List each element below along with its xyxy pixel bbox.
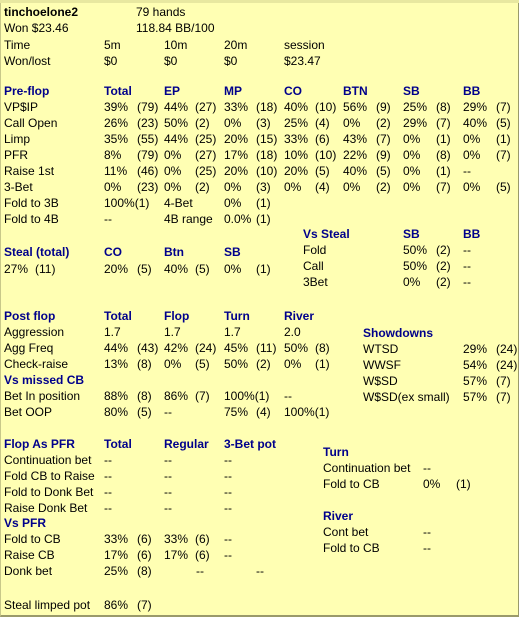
stat-value: --	[463, 243, 471, 257]
stat-value: 2.0	[284, 325, 301, 339]
preflop-header: EP	[164, 84, 181, 98]
stat-value: (2)	[436, 243, 451, 257]
stat-value: (24)	[496, 358, 518, 372]
stat-label: Fold	[303, 243, 327, 257]
stat-value: (8)	[315, 341, 330, 355]
stat-value: 33%	[224, 100, 249, 114]
steal-limped-label: Steal limped pot	[4, 598, 91, 612]
stat-value: 88%	[104, 389, 129, 403]
stat-value: --	[284, 389, 292, 403]
steal-limped-pct: 86%	[104, 598, 129, 612]
stat-value: 100%(1)	[104, 196, 150, 210]
stat-value: 25%	[104, 564, 129, 578]
stat-label: PFR	[4, 148, 28, 162]
preflop-header: CO	[284, 84, 302, 98]
stat-label: W$SD(ex small)	[363, 390, 450, 404]
stat-value: 39%	[104, 100, 129, 114]
time-value: Won/lost	[4, 54, 51, 68]
stat-value: 45%	[224, 341, 249, 355]
stat-value: --	[104, 212, 112, 226]
stat-value: --	[256, 564, 264, 578]
steal-header: Steal (total)	[4, 245, 70, 259]
stat-value: (9)	[376, 100, 391, 114]
stat-value: 57%	[463, 390, 488, 404]
stat-value: (8)	[137, 357, 152, 371]
stat-value: (7)	[436, 180, 451, 194]
stat-value: 1.7	[164, 325, 181, 339]
steal-header: CO	[104, 245, 122, 259]
stat-value: 0%	[164, 180, 182, 194]
stat-value: (10)	[256, 164, 278, 178]
postflop-header: Total	[104, 309, 132, 323]
stat-label: Bet OOP	[4, 405, 53, 419]
turn-header: Turn	[323, 445, 349, 459]
stat-value: (7)	[195, 389, 210, 403]
stat-value: (2)	[436, 275, 451, 289]
flop-pfr-header: Total	[104, 437, 132, 451]
stat-value: (6)	[195, 548, 210, 562]
stat-value: (2)	[256, 357, 271, 371]
steal-value: (1)	[256, 262, 271, 276]
stat-value: 35%	[104, 132, 129, 146]
stat-value: (1)	[496, 132, 511, 146]
stat-label: WTSD	[363, 342, 399, 356]
stat-value: (5)	[137, 405, 152, 419]
stat-label: VP$IP	[4, 100, 39, 114]
stat-value: (23)	[137, 180, 159, 194]
stat-value: 0%	[403, 148, 421, 162]
stat-value: 56%	[343, 100, 368, 114]
stat-value: 0%	[463, 148, 481, 162]
hands-count: 79 hands	[136, 5, 186, 19]
time-value: $0	[104, 54, 118, 68]
stat-value: (7)	[496, 100, 511, 114]
top-border	[0, 0, 519, 3]
stat-value: (7)	[496, 148, 511, 162]
stat-value: (6)	[195, 532, 210, 546]
stat-value: --	[423, 541, 431, 555]
stat-value: 0%	[403, 164, 421, 178]
stat-value: (18)	[256, 148, 278, 162]
stat-value: 25%	[403, 100, 428, 114]
time-header: 20m	[224, 38, 248, 52]
stat-label: 4-Bet	[164, 196, 193, 210]
stat-value: 0%	[423, 477, 441, 491]
stat-value: (43)	[137, 341, 159, 355]
stat-value: --	[224, 548, 232, 562]
stat-value: 86%	[164, 389, 189, 403]
stat-value: (23)	[137, 116, 159, 130]
stat-value: --	[463, 275, 471, 289]
stat-value: (46)	[137, 164, 159, 178]
stat-value: (8)	[137, 564, 152, 578]
stat-value: 44%	[164, 132, 189, 146]
stat-label: Fold to CB	[4, 532, 61, 546]
stat-value: (5)	[195, 357, 210, 371]
vs-steal-header: Vs Steal	[303, 227, 350, 241]
stat-label: Donk bet	[4, 564, 53, 578]
stat-value: (1)	[436, 132, 451, 146]
stat-value: (10)	[315, 100, 337, 114]
preflop-header: BB	[463, 84, 481, 98]
stat-value: --	[463, 164, 471, 178]
stat-value: 17%	[104, 548, 129, 562]
stat-value: (2)	[436, 259, 451, 273]
stat-value: (24)	[195, 341, 217, 355]
stat-value: (8)	[436, 100, 451, 114]
flop-pfr-header: Flop As PFR	[4, 437, 75, 451]
stat-value: 20%	[224, 164, 249, 178]
stat-value: (2)	[376, 180, 391, 194]
stat-value: --	[224, 453, 232, 467]
stat-value: 0%	[104, 180, 122, 194]
stat-label: 4B range	[164, 212, 213, 226]
stat-value: (4)	[256, 405, 271, 419]
steal-value: 27%	[4, 262, 29, 276]
stat-value: 33%	[164, 532, 189, 546]
stat-value: 40%	[284, 100, 309, 114]
stat-value: 0%	[224, 116, 242, 130]
stat-value: 40%	[463, 116, 488, 130]
stat-value: (27)	[195, 148, 217, 162]
stat-value: 0%	[284, 357, 302, 371]
stat-value: --	[463, 259, 471, 273]
stat-value: 20%	[224, 132, 249, 146]
stat-label: W$SD	[363, 374, 398, 388]
stat-value: (8)	[137, 389, 152, 403]
stat-value: 50%	[403, 243, 428, 257]
postflop-header: Flop	[164, 309, 190, 323]
stat-value: --	[224, 469, 232, 483]
stat-value: (7)	[436, 116, 451, 130]
stat-label: Fold to Donk Bet	[4, 485, 94, 499]
stat-value: (2)	[376, 116, 391, 130]
stat-value: (1)	[256, 196, 271, 210]
stat-value: 57%	[463, 374, 488, 388]
stat-value: (7)	[496, 374, 511, 388]
stat-value: (10)	[315, 148, 337, 162]
stat-value: (8)	[436, 148, 451, 162]
bb-per-100: 118.84 BB/100	[136, 21, 215, 35]
stat-value: 0%	[343, 116, 361, 130]
stat-value: 33%	[104, 532, 129, 546]
stat-value: 17%	[164, 548, 189, 562]
stat-label: Raise CB	[4, 548, 55, 562]
preflop-header: Pre-flop	[4, 84, 50, 98]
stat-label: Call Open	[4, 116, 58, 130]
stat-value: 0%	[403, 132, 421, 146]
stat-value: 0%	[343, 180, 361, 194]
stat-label: Raise Donk Bet	[4, 501, 88, 515]
time-value: $0	[224, 54, 238, 68]
steal-limped-count: (7)	[137, 598, 152, 612]
stat-value: 29%	[463, 100, 488, 114]
flop-pfr-header: Regular	[164, 437, 209, 451]
stat-value: 0%	[164, 148, 182, 162]
stat-value: 43%	[343, 132, 368, 146]
vs-missed-cb-header: Vs missed CB	[4, 373, 85, 387]
stat-value: 20%	[284, 164, 309, 178]
stat-value: (4)	[315, 180, 330, 194]
stat-value: (27)	[195, 100, 217, 114]
stat-value: 0%	[403, 180, 421, 194]
stat-label: Cont bet	[323, 525, 369, 539]
stat-value: 0%	[224, 196, 242, 210]
time-value: $23.47	[284, 54, 321, 68]
player-name: tinchoelone2	[4, 5, 79, 19]
stat-value: (25)	[195, 132, 217, 146]
time-header: 5m	[104, 38, 121, 52]
stat-value: 80%	[104, 405, 129, 419]
stat-value: --	[423, 525, 431, 539]
steal-value: (5)	[195, 262, 210, 276]
stat-value: 50%	[284, 341, 309, 355]
stat-value: 17%	[224, 148, 249, 162]
stat-value: (5)	[496, 116, 511, 130]
stat-value: (1)	[256, 212, 271, 226]
stat-label: Agg Freq	[4, 341, 54, 355]
stat-value: (1)	[315, 357, 330, 371]
stat-label: Limp	[4, 132, 31, 146]
stat-value: 75%	[224, 405, 249, 419]
stat-value: --	[164, 453, 172, 467]
stat-value: --	[104, 469, 112, 483]
time-header: Time	[4, 38, 31, 52]
stat-value: 42%	[164, 341, 189, 355]
stat-label: Raise 1st	[4, 164, 55, 178]
stat-label: Continuation bet	[4, 453, 92, 467]
stat-value: 22%	[343, 148, 368, 162]
stat-value: 50%	[403, 259, 428, 273]
stat-value: (11)	[256, 341, 277, 355]
stat-value: 0%	[463, 132, 481, 146]
steal-header: Btn	[164, 245, 184, 259]
stat-value: (4)	[315, 116, 330, 130]
steal-value: (11)	[35, 262, 56, 276]
stat-value: 8%	[104, 148, 122, 162]
postflop-header: Turn	[224, 309, 250, 323]
stat-label: WWSF	[363, 358, 401, 372]
stat-value: 50%	[164, 116, 189, 130]
stat-value: --	[104, 501, 112, 515]
stat-value: --	[164, 501, 172, 515]
time-header: 10m	[164, 38, 188, 52]
steal-value: 0%	[224, 262, 242, 276]
showdowns-header: Showdowns	[363, 326, 433, 340]
stat-value: (5)	[315, 164, 330, 178]
stat-label: Continuation bet	[323, 461, 411, 475]
won-amount: Won $23.46	[4, 21, 69, 35]
stat-value: --	[164, 405, 172, 419]
stat-value: 29%	[463, 342, 488, 356]
stat-value: 0%	[284, 180, 302, 194]
stat-value: 50%	[224, 357, 249, 371]
stat-value: (5)	[496, 180, 511, 194]
stat-label: Call	[303, 259, 324, 273]
stat-value: 13%	[104, 357, 129, 371]
stat-value: --	[164, 485, 172, 499]
steal-value: (5)	[137, 262, 152, 276]
preflop-header: Total	[104, 84, 132, 98]
stat-value: 44%	[164, 100, 189, 114]
stat-value: (5)	[376, 164, 391, 178]
stat-value: 40%	[343, 164, 368, 178]
stat-value: (7)	[496, 390, 511, 404]
stat-value: (9)	[376, 148, 391, 162]
stat-value: (79)	[137, 100, 159, 114]
time-header: session	[284, 38, 325, 52]
vs-steal-header: BB	[463, 227, 481, 241]
stat-value: (25)	[195, 164, 217, 178]
postflop-header: Post flop	[4, 309, 56, 323]
stat-value: (15)	[256, 132, 278, 146]
stat-value: 0%	[224, 180, 242, 194]
stat-value: 1.7	[224, 325, 241, 339]
river-header: River	[323, 509, 354, 523]
flop-pfr-header: 3-Bet pot	[224, 437, 276, 451]
stat-value: (7)	[376, 132, 391, 146]
stat-value: 100%(1)	[224, 389, 270, 403]
stat-label: Fold to CB	[323, 477, 380, 491]
stat-value: 10%	[284, 148, 309, 162]
stat-label: Fold to 4B	[4, 212, 59, 226]
stat-label: 3Bet	[303, 275, 328, 289]
stat-value: (1)	[456, 477, 471, 491]
stat-label: Check-raise	[4, 357, 69, 371]
steal-value: 40%	[164, 262, 189, 276]
stat-value: 0%	[164, 357, 182, 371]
stat-value: 26%	[104, 116, 129, 130]
preflop-header: MP	[224, 84, 242, 98]
time-value: $0	[164, 54, 178, 68]
stat-value: 33%	[284, 132, 309, 146]
stat-value: (6)	[137, 548, 152, 562]
steal-header: SB	[224, 245, 241, 259]
stat-value: 0.0%	[224, 212, 252, 226]
stat-label: Bet In position	[4, 389, 81, 403]
stat-value: --	[224, 532, 232, 546]
stat-value: --	[224, 501, 232, 515]
stat-value: 11%	[104, 164, 128, 178]
stat-value: --	[104, 453, 112, 467]
vs-pfr-header: Vs PFR	[4, 516, 47, 530]
stat-value: (6)	[137, 532, 152, 546]
stat-value: 0%	[164, 164, 182, 178]
stat-value: (2)	[195, 180, 210, 194]
stat-label: Aggression	[4, 325, 65, 339]
stat-value: --	[164, 469, 172, 483]
stat-value: (2)	[195, 116, 210, 130]
steal-value: 20%	[104, 262, 129, 276]
stat-value: (79)	[137, 148, 159, 162]
stat-value: --	[423, 461, 431, 475]
stat-value: 29%	[403, 116, 428, 130]
postflop-header: River	[284, 309, 315, 323]
preflop-header: SB	[403, 84, 420, 98]
stat-value: (6)	[315, 132, 330, 146]
stat-value: 0%	[463, 180, 481, 194]
stat-value: --	[196, 564, 204, 578]
stat-value: --	[104, 485, 112, 499]
vs-steal-header: SB	[403, 227, 420, 241]
stat-value: --	[224, 485, 232, 499]
stat-value: (24)	[496, 342, 518, 356]
stat-value: 25%	[284, 116, 309, 130]
stat-value: 100%(1)	[284, 405, 330, 419]
stat-value: 1.7	[104, 325, 121, 339]
stat-value: (3)	[256, 180, 271, 194]
stat-value: 44%	[104, 341, 129, 355]
stat-label: Fold CB to Raise	[4, 469, 95, 483]
stat-value: 54%	[463, 358, 488, 372]
stat-value: 0%	[403, 275, 421, 289]
stat-value: (1)	[436, 164, 451, 178]
preflop-header: BTN	[343, 84, 368, 98]
stat-label: 3-Bet	[4, 180, 33, 194]
stat-label: Fold to CB	[323, 541, 380, 555]
stat-value: (3)	[256, 116, 271, 130]
stat-value: (55)	[137, 132, 159, 146]
stat-value: (18)	[256, 100, 278, 114]
stat-label: Fold to 3B	[4, 196, 59, 210]
